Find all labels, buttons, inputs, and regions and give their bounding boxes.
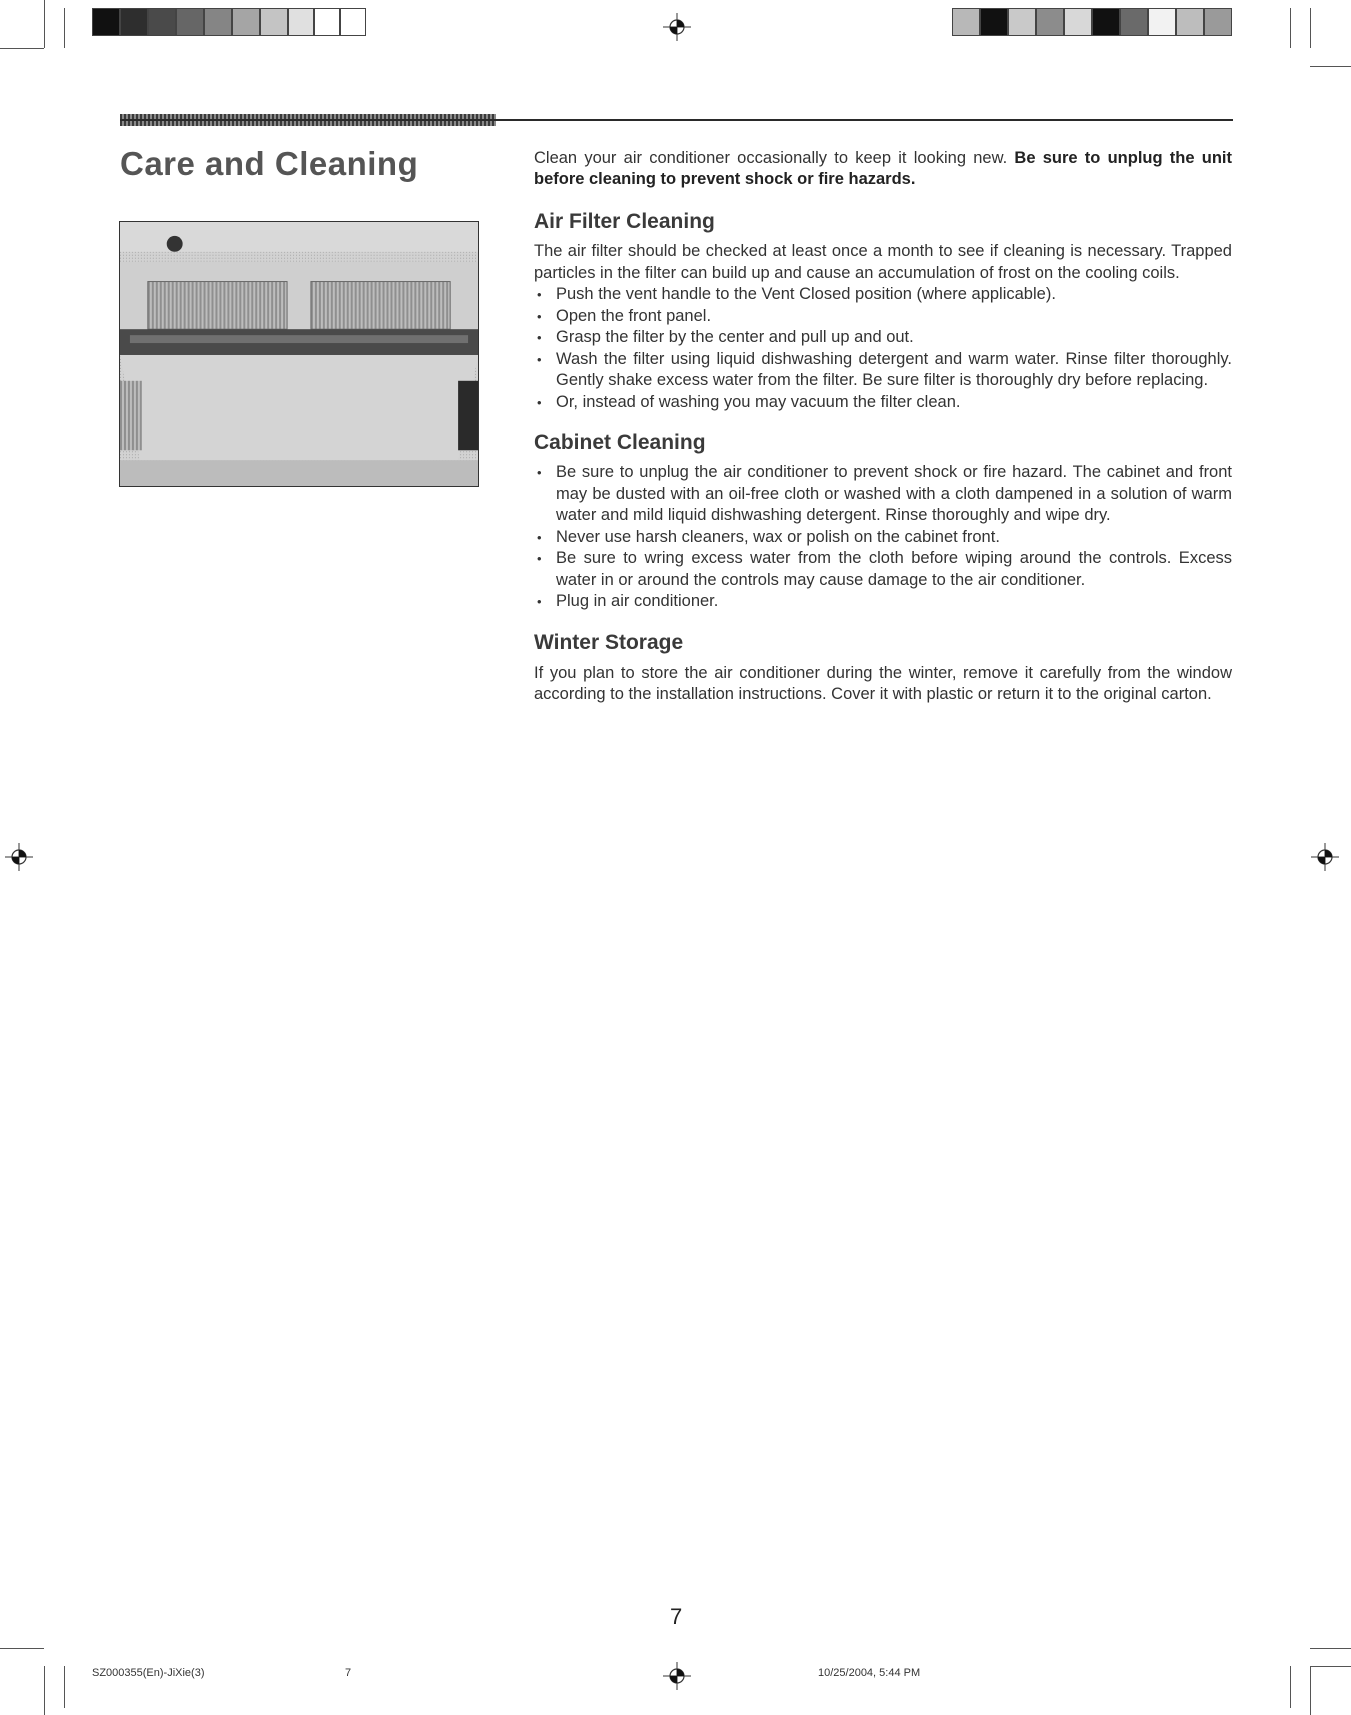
- list-item: • Open the front panel.: [534, 306, 1232, 328]
- bullet-icon: •: [537, 594, 542, 609]
- list-item: • Be sure to wring excess water from the cloth before wiping around the controls. Excess water in or around the controls may cause damage to the air conditioner.: [537, 549, 1232, 589]
- list-item: • Or, instead of washing you may vacuum the filter clean.: [534, 392, 1232, 414]
- list-item: • Be sure to unplug the air conditioner to prevent shock or fire hazard. The cabinet and front may be dusted with an oil-free cloth or washed with a cloth dampened in a solution of warm water and mild liquid dishwashing detergent. Rinse thoroughly and wipe dry.: [537, 463, 1232, 524]
- slug-page-number: 7: [345, 1667, 352, 1679]
- crop-mark-bottom-right-v2: [1310, 1666, 1311, 1715]
- list-item: • Plug in air conditioner.: [534, 591, 1232, 613]
- bullet-icon: •: [537, 465, 542, 480]
- page-number: 7: [670, 1604, 683, 1629]
- registration-mark-left: [5, 843, 33, 871]
- header-rule: [120, 119, 1233, 121]
- bullet-icon: •: [537, 287, 542, 302]
- section-body: The air filter should be checked at least once a month to see if cleaning is necessary. Trapped particles in the filter can build up and cause an accumulation of frost on the cooling coils.: [534, 242, 1232, 282]
- crop-mark-bottom-left-v2: [64, 1666, 65, 1708]
- print-timestamp: 10/25/2004, 5:44 PM: [818, 1667, 921, 1679]
- section-air-filter-cleaning: [534, 210, 1232, 413]
- crop-mark-bottom-left-v: [44, 1666, 45, 1715]
- bullet-list: [534, 284, 1232, 413]
- section-body: If you plan to store the air conditioner during the winter, remove it carefully from the window according to the installation instructions. Cover it with plastic or return it to the original carton.: [534, 663, 1232, 703]
- crop-mark-top-right-v2: [1310, 8, 1311, 48]
- page-title: Care and Cleaning: [120, 145, 419, 182]
- bullet-list: [534, 462, 1232, 613]
- list-item: • Wash the filter using liquid dishwashing detergent and warm water. Rinse filter thoroughly. Gently shake excess water from the filter. Be sure filter is thoroughly dry before replacing.: [537, 349, 1232, 389]
- registration-mark-right: [1311, 843, 1339, 871]
- crop-mark-top-right-v: [1290, 8, 1291, 48]
- intro-text: Clean your air conditioner occasionally to keep it looking new.: [534, 149, 1015, 167]
- crop-mark-top-left-v2: [64, 8, 65, 48]
- bullet-icon: •: [537, 308, 542, 324]
- section-winter-storage: [534, 631, 1232, 706]
- air-conditioner-photo: [119, 221, 479, 487]
- intro-warning: Be sure to unplug the unit before cleaning to prevent shock or fire hazards.: [534, 149, 1233, 188]
- list-item: • Never use harsh cleaners, wax or polish on the cabinet front.: [534, 527, 1232, 549]
- bullet-icon: •: [537, 529, 542, 545]
- section-heading: Air Filter Cleaning: [534, 210, 715, 233]
- list-item: • Push the vent handle to the Vent Closed position (where applicable).: [534, 284, 1232, 306]
- main-column: [534, 148, 1232, 706]
- color-bar-left: [92, 8, 366, 36]
- intro-paragraph: [534, 148, 1232, 190]
- crop-mark-bottom-right-v: [1290, 1666, 1291, 1708]
- crop-mark-bottom-right-h2: [1310, 1666, 1351, 1667]
- section-cabinet-cleaning: [534, 431, 1232, 613]
- bullet-icon: •: [537, 351, 542, 367]
- registration-mark-top: [663, 13, 691, 41]
- file-slug: SZ000355(En)-JiXie(3): [92, 1667, 205, 1679]
- section-heading: Winter Storage: [534, 630, 684, 654]
- crop-mark-top-left-v: [44, 0, 45, 48]
- bullet-icon: •: [537, 330, 542, 345]
- section-heading: Cabinet Cleaning: [534, 431, 706, 454]
- crop-mark-bottom-right-h: [1310, 1648, 1351, 1649]
- list-item: • Grasp the filter by the center and pull up and out.: [534, 327, 1232, 349]
- bullet-icon: •: [537, 394, 542, 410]
- color-bar-right: [952, 8, 1232, 36]
- crop-mark-top-left-h: [0, 48, 44, 49]
- registration-mark-bottom: [663, 1662, 691, 1690]
- bullet-icon: •: [537, 551, 542, 566]
- crop-mark-top-right-h: [1310, 66, 1351, 67]
- crop-mark-bottom-left-h: [0, 1648, 44, 1649]
